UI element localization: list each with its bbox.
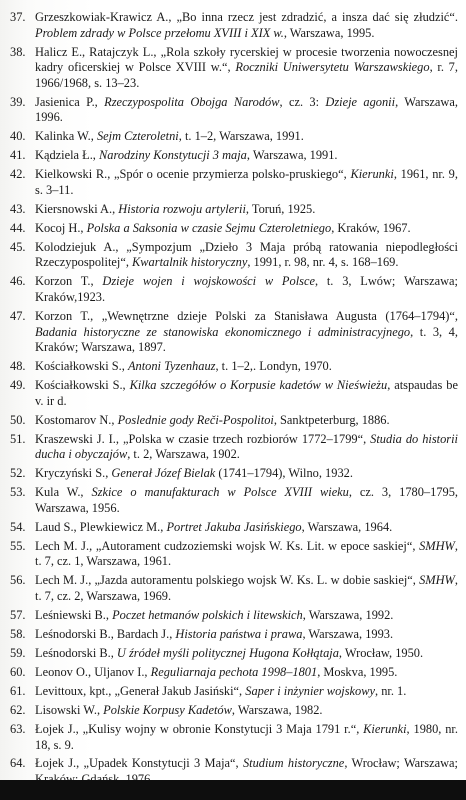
entry-text xyxy=(35,413,390,427)
entry-text-segment: Łojek J., „Kulisy wojny w obronie Konstytucji 3 Maja 1791 r.“, xyxy=(35,721,364,736)
entry-number: 63. xyxy=(10,721,26,736)
entry-text-segment: Kiersnowski A., xyxy=(35,201,119,216)
entry-text xyxy=(35,274,458,304)
bibliography-entry xyxy=(10,684,458,700)
entry-number: 41. xyxy=(10,148,26,163)
entry-text-segment: Korzon T., „Wewnętrzne dzieje Polski za Stanisława Augusta (1764–1794)“, xyxy=(35,309,458,323)
entry-title-italic: Polskie Korpusy Kadetów xyxy=(103,702,232,717)
entry-number: 44. xyxy=(10,220,26,235)
bibliography-entry xyxy=(10,240,458,271)
entry-text-segment: Laud S., Plewkiewicz M., xyxy=(35,519,167,534)
bibliography-entry xyxy=(10,95,458,126)
entry-number: 48. xyxy=(10,359,26,374)
entry-text-segment: Korzon T., xyxy=(35,274,103,289)
bibliography-entry xyxy=(10,703,458,719)
entry-text-segment: , t. 3, 4, Kraków; Warszawa, 1897. xyxy=(35,324,458,355)
entry-text xyxy=(35,485,458,515)
entry-number: 56. xyxy=(10,573,26,588)
entry-number: 45. xyxy=(10,239,26,254)
entry-number: 39. xyxy=(10,94,26,109)
entry-number: 60. xyxy=(10,664,26,679)
entry-number: 38. xyxy=(10,44,26,59)
entry-text xyxy=(35,608,393,622)
entry-text-segment: Łojek J., „Upadek Konstytucji 3 Maja“, xyxy=(35,756,243,771)
entry-title-italic: SMHW xyxy=(419,573,455,588)
entry-text-segment: , Moskva, 1995. xyxy=(317,664,398,679)
entry-text-segment: Kościałkowski S., xyxy=(35,378,130,393)
entry-number: 59. xyxy=(10,645,26,660)
bibliography-entry xyxy=(10,378,458,409)
entry-text-segment: Kielkowski R., „Spór o ocenie przymierza polsko-pruskiego“, xyxy=(35,167,351,182)
entry-number: 52. xyxy=(10,466,26,481)
entry-text-segment: Grzeszkowiak-Krawicz A., „Bo inna rzecz jest zdradzić, a insza dać się złudzić“. xyxy=(35,10,458,24)
bibliography-entry xyxy=(10,608,458,624)
entry-text xyxy=(35,202,315,216)
entry-text-segment: , t. 3, Lwów; Warszawa; Kraków,1923. xyxy=(35,274,458,305)
entry-text xyxy=(35,167,458,197)
entry-text-segment: , t. 1–2, Warszawa, 1991. xyxy=(178,129,304,144)
bibliography-entry xyxy=(10,309,458,356)
entry-text-segment: Leśniewski B., xyxy=(35,608,113,622)
entry-number: 40. xyxy=(10,129,26,144)
entry-title-italic: Portret Jakuba Jasińskiego xyxy=(166,519,302,534)
bibliography-entry xyxy=(10,520,458,536)
entry-text-segment: Kocoj H., xyxy=(35,220,87,235)
entry-text-segment: , 1961, nr. 9, s. 3–11. xyxy=(35,167,458,197)
entry-text-segment: Kościałkowski S., xyxy=(35,359,128,374)
entry-title-italic: Roczniki Uniwersytetu Warszawskiego xyxy=(235,60,430,75)
bibliography-entry xyxy=(10,274,458,305)
entry-text-segment: Levittoux, kpt., „Generał Jakub Jasiński“, xyxy=(35,683,246,698)
bibliography-entry xyxy=(10,221,458,237)
entry-text xyxy=(35,432,458,462)
entry-text-segment: , t. 7, cz. 2, Warszawa, 1969. xyxy=(35,573,458,604)
entry-text-segment: , 1991, r. 98, nr. 4, s. 168–169. xyxy=(247,255,399,270)
entry-text-segment: Kryczyński S., xyxy=(35,466,112,481)
entry-text-segment: Kraszewski J. I., „Polska w czasie trzech rozbiorów 1772–1799“, xyxy=(35,431,371,446)
bibliography-entry xyxy=(10,573,458,604)
entry-text-segment: , cz. 3, 1780–1795, Warszawa, 1956. xyxy=(35,485,458,515)
bibliography-entry xyxy=(10,432,458,463)
entry-title-italic: Poczet hetmanów polskich i litewskich xyxy=(112,608,303,622)
entry-text-segment: , t. 1–2,. Londyn, 1970. xyxy=(215,359,332,374)
entry-text-segment: Leonov O., Uljanov I., xyxy=(35,664,151,679)
bibliography-entry xyxy=(10,413,458,429)
bibliography-entry xyxy=(10,359,458,375)
entry-text xyxy=(35,359,332,373)
entry-text xyxy=(35,240,458,270)
entry-number: 62. xyxy=(10,702,26,717)
entry-text-segment: Kula W., xyxy=(35,485,92,500)
entry-text-segment: Jasienica P., xyxy=(35,94,105,109)
entry-text-segment: , Warszawa, 1964. xyxy=(301,519,393,534)
entry-text-segment: , Wrocław, 1950. xyxy=(338,645,424,660)
entry-text xyxy=(35,646,423,660)
entry-text-segment: , Warszawa, 1996. xyxy=(35,94,458,125)
entry-number: 51. xyxy=(10,431,26,446)
entry-text-segment: , Warszawa, 1992. xyxy=(302,608,394,622)
entry-text-segment: , Warszawa, 1991. xyxy=(246,148,338,163)
entry-title-italic: Generał Józef Bielak xyxy=(111,466,216,481)
entry-text-segment: , Warszawa, 1982. xyxy=(231,702,323,717)
entry-text-segment: (1741–1794), Wilno, 1932. xyxy=(215,466,353,481)
entry-text xyxy=(35,378,458,408)
bibliography-entry xyxy=(10,167,458,198)
entry-text-segment: , r. 7, 1966/1968, s. 13–23. xyxy=(35,60,458,90)
entry-text xyxy=(35,95,458,125)
entry-text xyxy=(35,539,458,569)
entry-title-italic: Narodziny Konstytucji 3 maja xyxy=(99,148,247,163)
entry-text xyxy=(35,45,458,90)
entry-text-segment: , cz. 3: xyxy=(279,94,326,109)
entry-number: 55. xyxy=(10,538,26,553)
entry-number: 50. xyxy=(10,412,26,427)
entry-text-segment: Kostomarov N., xyxy=(35,412,118,427)
entry-title-italic: Studium historyczne xyxy=(242,756,345,771)
entry-title-italic: Rzeczypospolita Obojga Narodów xyxy=(104,94,280,109)
entry-title-italic: Kwartalnik historyczny xyxy=(132,255,248,270)
entry-text-segment: Kalinka W., xyxy=(35,129,97,144)
entry-title-italic: Saper i inżynier wojskowy xyxy=(245,683,375,698)
bibliography-entry xyxy=(10,539,458,570)
entry-number: 57. xyxy=(10,608,26,622)
bibliography-entry xyxy=(10,129,458,145)
entry-text-segment: Lech M. J., „Autorament cudzoziemski wojsk W. Ks. Lit. w epoce saskiej“, xyxy=(35,538,420,553)
entry-text-segment: , atspaudas be v. ir d. xyxy=(35,378,458,408)
entry-title-italic: Kierunki xyxy=(350,167,394,182)
entry-text-segment: , Sanktpeterburg, 1886. xyxy=(273,412,390,427)
entry-number: 61. xyxy=(10,683,26,698)
entry-text-segment: Halicz E., Ratajczyk L., „Rola szkoły rycerskiej w procesie tworzenia nowoczesnej kadry oficerskiej w Polsce XVIII w.“, xyxy=(35,44,458,75)
entry-title-italic: Dzieje agonii xyxy=(325,94,396,109)
entry-number: 54. xyxy=(10,519,26,534)
entry-text xyxy=(35,684,406,698)
bibliography-entry xyxy=(10,646,458,662)
bibliography-entry xyxy=(10,45,458,92)
entry-number: 58. xyxy=(10,626,26,641)
bibliography-entry xyxy=(10,627,458,643)
bibliography-entry xyxy=(10,148,458,164)
entry-title-italic: Studia do historii ducha i obyczajów xyxy=(35,431,458,462)
entry-text-segment: , t. 7, cz. 1, Warszawa, 1961. xyxy=(35,538,458,569)
entry-text xyxy=(35,466,353,480)
entry-title-italic: Sejm Czteroletni xyxy=(96,129,179,144)
entry-text-segment: , Warszawa, 1995. xyxy=(283,25,375,40)
entry-text-segment: , nr. 1. xyxy=(375,683,407,698)
entry-text xyxy=(35,665,397,679)
entry-text xyxy=(35,722,458,752)
entry-text-segment: , Toruń, 1925. xyxy=(245,201,316,216)
entry-text-segment: Leśnodorski B., Bardach J., xyxy=(35,626,176,641)
entry-text xyxy=(35,10,458,40)
bibliography-entry xyxy=(10,10,458,41)
bibliography-entry xyxy=(10,722,458,753)
entry-title-italic: Antoni Tyzenhauz xyxy=(127,359,216,374)
entry-text-segment: , 1980, nr. 18, s. 9. xyxy=(35,721,458,752)
entry-number: 46. xyxy=(10,274,26,289)
entry-number: 42. xyxy=(10,167,26,182)
bottom-black-bar xyxy=(0,780,466,800)
entry-title-italic: SMHW xyxy=(419,538,455,553)
bibliography-entry xyxy=(10,665,458,681)
entry-text xyxy=(35,703,323,717)
entry-title-italic: Szkice o manufakturach w Polsce XVIII wieku xyxy=(91,485,349,500)
entry-title-italic: Problem zdrady w Polsce przełomu XVIII i XIX w. xyxy=(35,25,284,40)
entry-text-segment: Leśnodorski B., xyxy=(35,645,117,660)
entry-title-italic: Badania historyczne ze stanowiska ekonomicznego i administracyjnego xyxy=(35,324,411,339)
entry-title-italic: Historia rozwoju artylerii xyxy=(118,201,246,216)
entry-text xyxy=(35,129,304,143)
entry-text-segment: , Wrocław; Warszawa; xyxy=(344,756,458,771)
entry-title-italic: Kilka szczegółów o Korpusie kadetów w Nieświeżu xyxy=(129,378,388,393)
entry-number: 64. xyxy=(10,756,26,771)
entry-text xyxy=(35,221,411,235)
entry-title-italic: Kierunki xyxy=(363,721,407,736)
entry-number: 37. xyxy=(10,10,26,24)
entry-number: 47. xyxy=(10,309,26,323)
bibliography-entry xyxy=(10,485,458,516)
entry-title-italic: Posledniе gody Reči-Pospolitoi xyxy=(117,412,274,427)
entry-text-segment: Kądziela Ł., xyxy=(35,148,99,163)
entry-text xyxy=(35,627,393,641)
entry-text-segment: , Warszawa, 1993. xyxy=(302,626,394,641)
entry-text-segment: , t. 2, Warszawa, 1902. xyxy=(127,447,240,462)
entry-title-italic: Polska a Saksonia w czasie Sejmu Czteroletniego xyxy=(86,220,332,235)
entry-text-segment: Kolodziejuk A., „Sympozjum „Dzieło 3 Maja próbą ratowania niepodległości Rzeczypospolitej“, xyxy=(35,239,458,270)
entry-text-segment: , Kraków, 1967. xyxy=(331,220,411,235)
entry-title-italic: Reguliarnaja pechota 1998–1801 xyxy=(150,664,318,679)
bibliography-list xyxy=(10,10,458,788)
entry-title-italic: Historia państwa i prawa xyxy=(175,626,303,641)
entry-text xyxy=(35,573,458,603)
bibliography-entry xyxy=(10,466,458,482)
entry-number: 53. xyxy=(10,485,26,500)
entry-number: 49. xyxy=(10,378,26,393)
entry-title-italic: U źródeł myśli politycznej Hugona Kołłątaja xyxy=(116,645,339,660)
entry-number: 43. xyxy=(10,201,26,216)
entry-text xyxy=(35,309,458,354)
bibliography-entry xyxy=(10,202,458,218)
entry-text xyxy=(35,520,392,534)
entry-text xyxy=(35,148,338,162)
entry-text-segment: Lisowski W., xyxy=(35,702,104,717)
entry-text-segment: Lech M. J., „Jazda autoramentu polskiego wojsk W. Ks. L. w dobie saskiej“, xyxy=(35,573,420,588)
entry-title-italic: Dzieje wojen i wojskowości w Polsce xyxy=(102,274,315,289)
